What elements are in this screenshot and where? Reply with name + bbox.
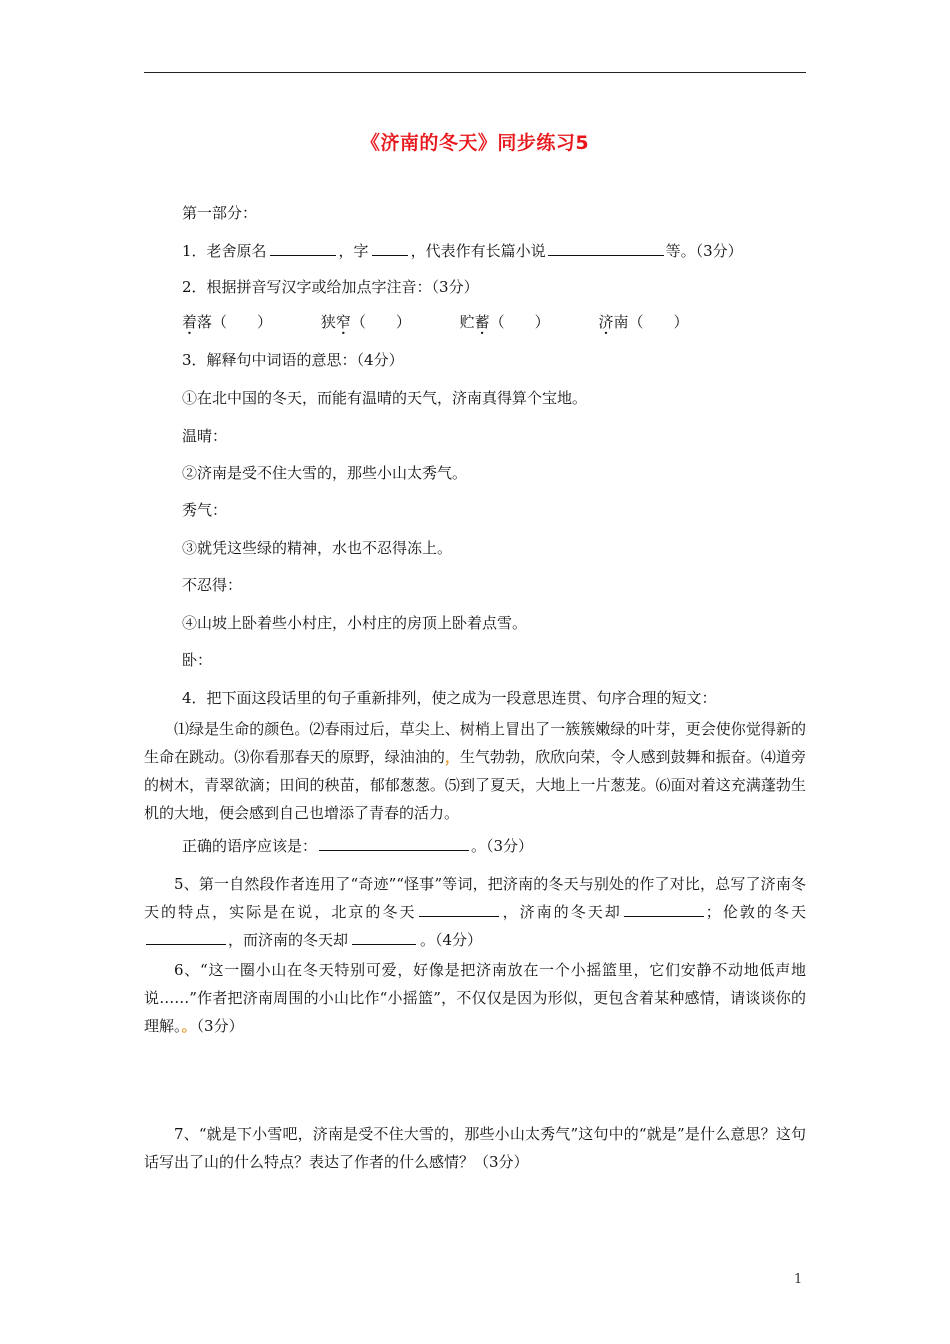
q5-text-a: 5、第一自然段作者连用了“奇迹”“怪事”等词，把济南的冬天与别处的作了对比，总写了济南冬天的特点，实际是在说，北京的冬天	[144, 875, 806, 921]
pinyin-item-pre: 狭	[320, 313, 336, 331]
q6-text: 6、“这一圈小山在冬天特别可爱，好像是把济南放在一个小摇篮里，它们安静不动地低声地说……”作者把济南周围的小山比作“小摇篮”，不仅仅是因为形似，更包含着某种感情，请谈谈你的理解。	[144, 961, 806, 1035]
q4-answer	[182, 836, 533, 856]
question-1	[182, 241, 743, 261]
q1-blank-courtesy-name[interactable]	[372, 241, 408, 256]
q3-word-3: 不忍得：	[182, 576, 243, 594]
q6-score: （3分）	[196, 1017, 244, 1035]
pinyin-item	[321, 312, 411, 332]
pinyin-items	[182, 312, 733, 332]
q3-sentence-1: ①在北中国的冬天，而能有温晴的天气，济南真得算个宝地。	[182, 389, 588, 407]
q5-blank-beijing[interactable]	[419, 902, 499, 917]
question-4: 4．把下面这段话里的句子重新排列，使之成为一段意思连贯、句序合理的短文：	[182, 689, 717, 707]
pinyin-item-rest: （ ）	[350, 313, 411, 331]
q4-answer-label: 正确的语序应该是：	[182, 837, 318, 855]
q1-text-b: ，字	[338, 242, 369, 260]
q4-para-mark: ，	[444, 748, 460, 766]
q4-para-a: ⑴绿是生命的颜色。⑵春雨过后，草尖上、树梢上冒出了一簇簇嫩绿的叶芽，更会使你觉得新的生命在跳动。⑶你看那春天的原野，绿油油的	[144, 720, 806, 766]
pinyin-item	[460, 312, 550, 332]
part-heading: 第一部分：	[182, 204, 258, 222]
pinyin-item	[182, 312, 272, 332]
q4-para-b: 生气勃勃，欣欣向荣，令人感到鼓舞和振奋。⑷道旁的树木，青翠欲滴；田间的秧苗，郁郁葱葱。⑸到了夏天，大地上一片葱茏。⑹面对着这充满蓬勃生机的大地，便会感到自己也增添了青春的活力。	[144, 748, 806, 822]
q3-word-2: 秀气：	[182, 501, 228, 519]
q3-word-4: 卧：	[182, 651, 213, 669]
pinyin-item-pre: 贮	[459, 313, 475, 331]
pinyin-item	[598, 312, 688, 332]
q4-paragraph	[144, 715, 806, 827]
q3-word-1: 温晴：	[182, 427, 228, 445]
q1-text-a: 1．老舍原名	[182, 242, 267, 260]
dotted-char: 蓄	[474, 313, 490, 331]
document-title: 《济南的冬天》同步练习5	[360, 132, 590, 154]
dotted-char: 着	[182, 313, 198, 331]
question-3: 3．解释句中词语的意思：（4分）	[182, 351, 404, 369]
q3-sentence-4: ④山坡上卧着些小村庄，小村庄的房顶上卧着点雪。	[182, 614, 528, 632]
question-6	[144, 956, 806, 1040]
q1-text-c: ，代表作有长篇小说	[410, 242, 546, 260]
q5-text-c: ；伦敦的冬天	[705, 903, 806, 921]
pinyin-item-rest: （ ）	[489, 313, 550, 331]
question-7: 7、“就是下小雪吧，济南是受不住大雪的，那些小山太秀气”这句中的“就是”是什么意思？这句话写出了山的什么特点？表达了作者的什么感情？（3分）	[144, 1125, 806, 1171]
q5-text-e: 。（4分）	[420, 931, 483, 949]
question-2: 2．根据拼音写汉字或给加点字注音：（3分）	[182, 278, 479, 296]
q5-text-d: ，而济南的冬天却	[228, 931, 349, 949]
question-5	[144, 870, 806, 954]
q6-mark: 。	[181, 1017, 197, 1035]
pinyin-item-rest: 南（ ）	[613, 313, 689, 331]
q5-blank-jinan-1[interactable]	[624, 902, 704, 917]
q5-text-b: ，济南的冬天却	[500, 903, 622, 921]
q3-sentence-2: ②济南是受不住大雪的，那些小山太秀气。	[182, 464, 468, 482]
page-number: 1	[794, 1272, 803, 1287]
q1-blank-name[interactable]	[270, 241, 336, 256]
q5-blank-london[interactable]	[146, 930, 226, 945]
q4-answer-blank[interactable]	[319, 836, 469, 851]
header-rule	[144, 72, 806, 73]
pinyin-item-rest: 落（ ）	[197, 313, 273, 331]
q3-sentence-3: ③就凭这些绿的精神，水也不忍得冻上。	[182, 539, 453, 557]
q4-answer-score: 。（3分）	[471, 837, 534, 855]
q1-text-d: 等。（3分）	[665, 242, 743, 260]
dotted-char: 济	[598, 313, 614, 331]
q5-blank-jinan-2[interactable]	[352, 930, 416, 945]
q1-blank-novel[interactable]	[548, 241, 664, 256]
dotted-char: 窄	[335, 313, 351, 331]
